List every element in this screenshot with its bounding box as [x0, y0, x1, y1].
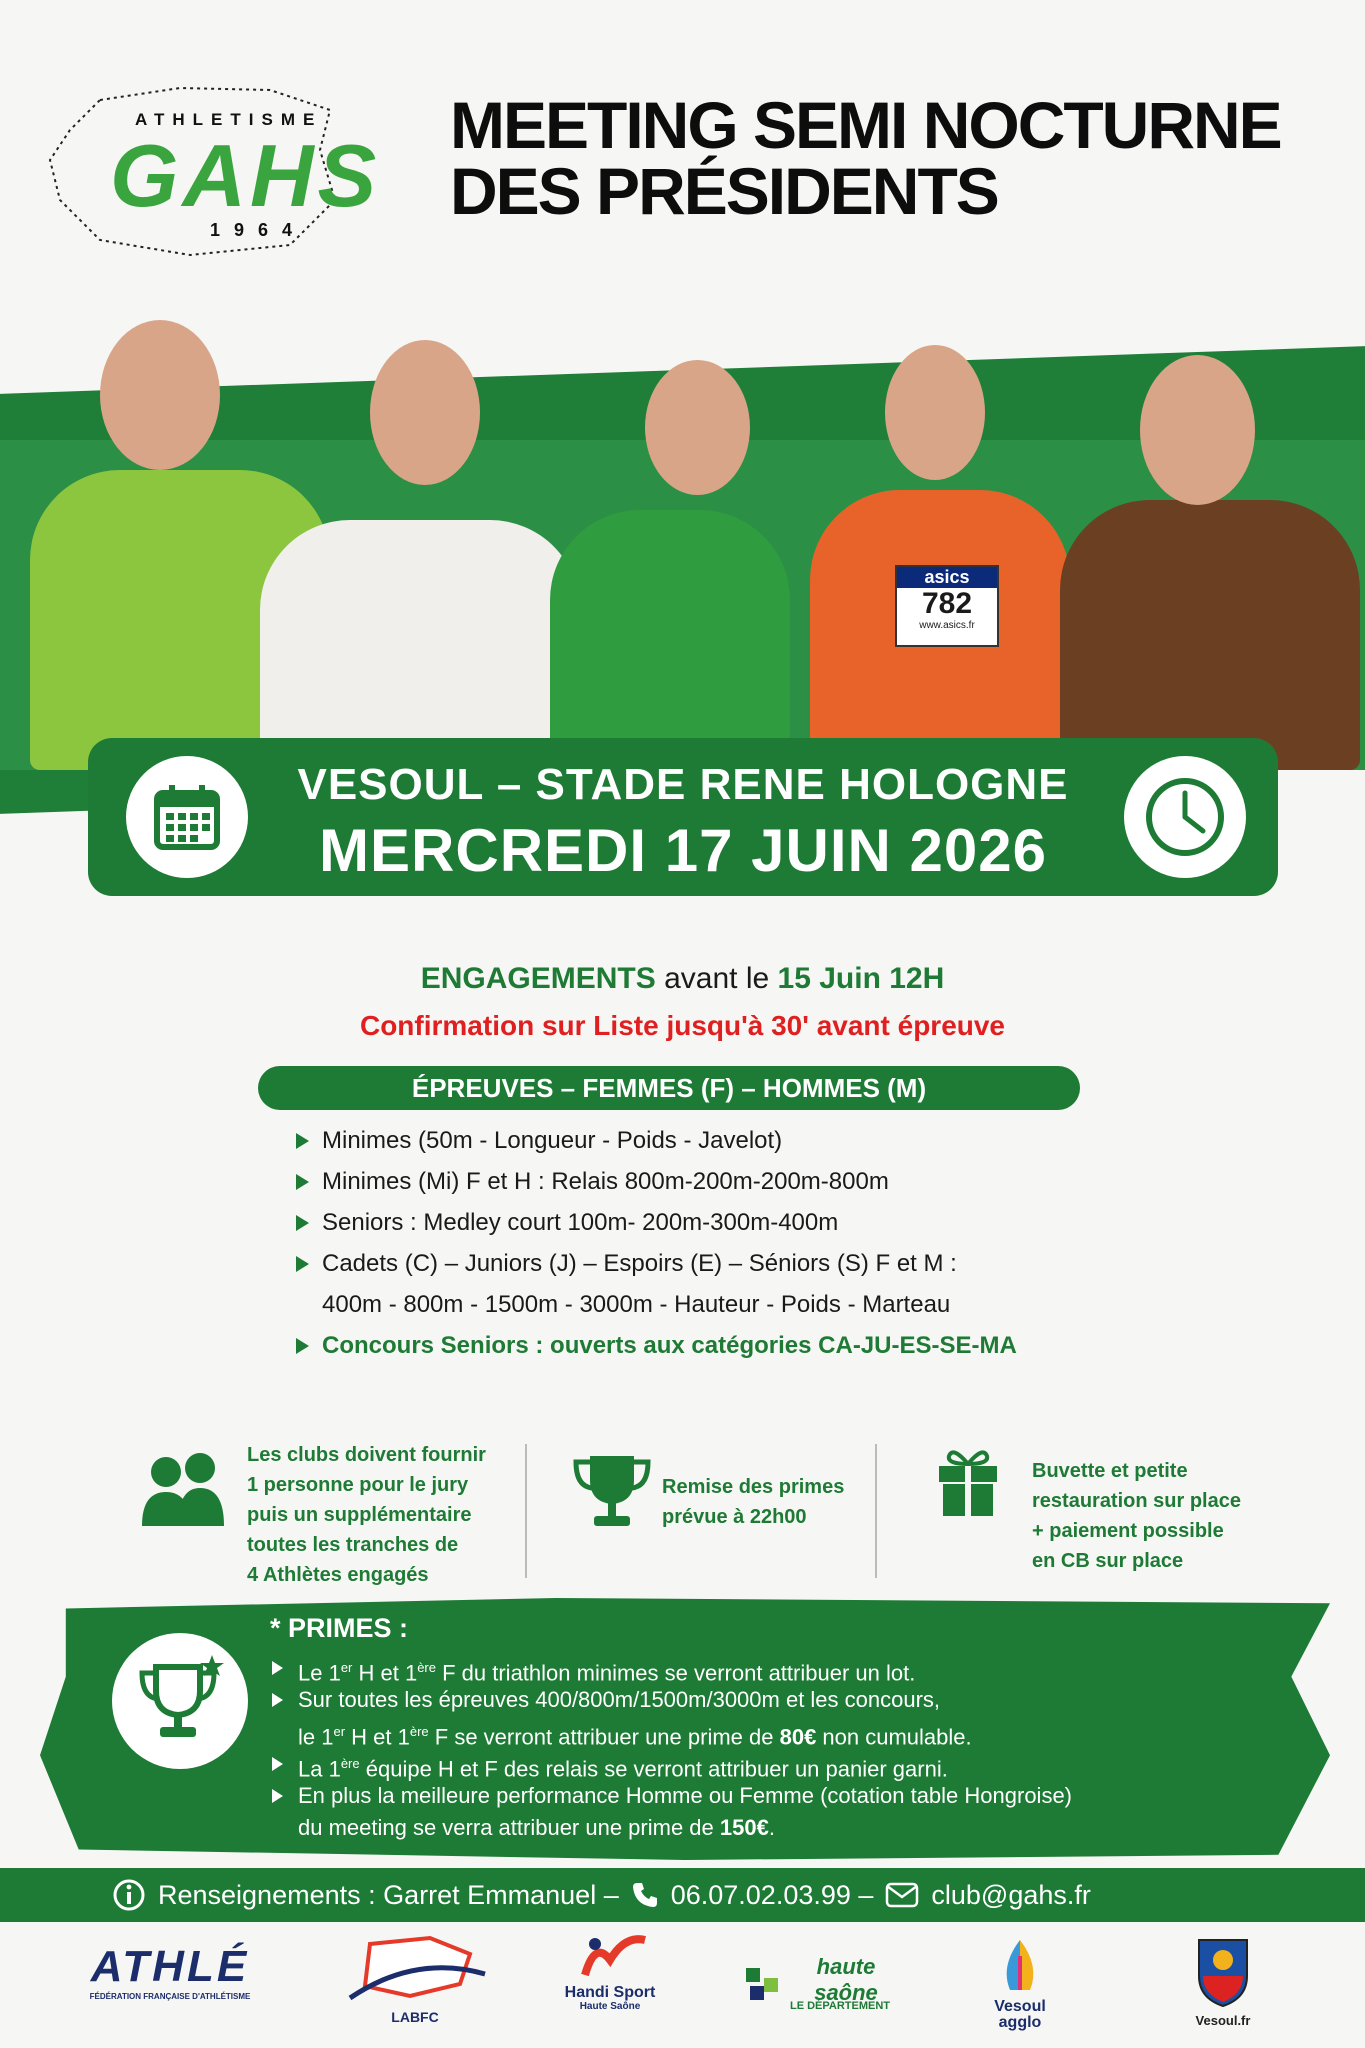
- prime-item: Le 1er H et 1ère F du triathlon minimes se verront attribuer un lot.: [270, 1652, 1260, 1684]
- epreuve-item-continuation: 400m - 800m - 1500m - 3000m - Hauteur - Poids - Marteau: [322, 1291, 951, 1318]
- vesoul-crest-icon: [1193, 1932, 1253, 2008]
- clock-circle: [1124, 756, 1246, 878]
- epreuves-list: [296, 1120, 1196, 1366]
- confirmation-note: Confirmation sur Liste jusqu'à 30' avant épreuve: [359, 1010, 1006, 1041]
- presidents-photo: [0, 300, 1365, 770]
- vesoul-agglo-logo: Vesoul agglo: [975, 1936, 1065, 2031]
- trophy-icon: [570, 1452, 654, 1532]
- trophy-circle: [112, 1633, 248, 1769]
- divider: [525, 1444, 527, 1578]
- bib-brand: asics: [897, 567, 997, 588]
- epreuve-item: Cadets (C) – Juniors (J) – Espoirs (E) – Séniors (S) F et M :: [296, 1243, 1196, 1284]
- labfc-map-icon: [340, 1934, 490, 2004]
- info-icon: [112, 1878, 146, 1912]
- info-row: [130, 1440, 1280, 1590]
- logo-gahs: GAHS: [110, 126, 381, 225]
- bullet-arrow-icon: [272, 1693, 283, 1707]
- trophy-star-icon: [132, 1653, 228, 1749]
- vesoul-logo: Vesoul.fr: [1178, 1932, 1268, 2028]
- prime-item: Sur toutes les épreuves 400/800m/1500m/3000m et les concours,: [270, 1684, 1260, 1716]
- logo-athletisme: ATHLETISME: [135, 110, 323, 129]
- contact-label: Renseignements : Garret Emmanuel –: [158, 1880, 619, 1910]
- engagements-line: [0, 962, 1365, 996]
- runner-bib: [895, 565, 999, 647]
- bib-number: 782: [921, 587, 973, 620]
- epreuves-heading: ÉPREUVES – FEMMES (F) – HOMMES (M): [258, 1066, 1080, 1110]
- person-3: [550, 510, 790, 770]
- bullet-arrow-icon: [296, 1256, 309, 1272]
- page-title: [450, 88, 1340, 228]
- primes-time-info: Remise des primes prévue à 22h00: [662, 1476, 845, 1528]
- handisport-logo: Handi Sport Haute Saône: [555, 1930, 665, 2012]
- epreuve-item-concours: Concours Seniors : ouverts aux catégories CA-JU-ES-SE-MA: [296, 1325, 1196, 1366]
- primes-title: * PRIMES :: [270, 1613, 409, 1643]
- bullet-arrow-icon: [296, 1338, 309, 1354]
- title-line-2: DES PRÉSIDENTS: [450, 154, 998, 228]
- vesoul-agglo-sail-icon: [990, 1936, 1050, 1994]
- person-3-head: [645, 360, 750, 495]
- contact-bar: [0, 1868, 1365, 1922]
- contact-email[interactable]: club@gahs.fr: [931, 1880, 1091, 1910]
- prime-item: La 1ère équipe H et F des relais se verront attribuer un panier garni.: [270, 1748, 1260, 1780]
- engagements-word: ENGAGEMENTS: [420, 962, 656, 995]
- buvette-info: Buvette et petite restauration sur place + paiement possible en CB sur place: [1032, 1460, 1241, 1572]
- email-icon: [885, 1882, 919, 1908]
- divider: [875, 1444, 877, 1578]
- person-1-head: [100, 320, 220, 470]
- phone-icon: [631, 1881, 659, 1909]
- bullet-arrow-icon: [296, 1174, 309, 1190]
- venue-date: MERCREDI 17 JUIN 2026: [319, 817, 1047, 884]
- gahs-logo: [40, 80, 420, 260]
- contact-phone[interactable]: 06.07.02.03.99 –: [670, 1880, 874, 1910]
- prime-amount-80: 80€: [779, 1724, 817, 1750]
- bib-url: www.asics.fr: [919, 620, 975, 631]
- person-5: [1060, 500, 1360, 770]
- sponsor-logos: ATHLÉ FÉDÉRATION FRANÇAISE D'ATHLÉTISME LABFC Handi Sport Haute Saône haute saône LE DÉPARTEMENT Vesoul agglo Vesoul.fr: [0, 1930, 1365, 2048]
- person-4-head: [885, 345, 985, 480]
- athle-logo: ATHLÉ FÉDÉRATION FRANÇAISE D'ATHLÉTISME: [89, 1942, 251, 2001]
- person-2-head: [370, 340, 480, 485]
- epreuve-item: Seniors : Medley court 100m- 200m-300m-400m: [296, 1202, 1196, 1243]
- bullet-arrow-icon: [296, 1133, 309, 1149]
- bullet-arrow-icon: [272, 1757, 283, 1771]
- gift-icon: [935, 1444, 1001, 1518]
- handisport-mark-icon: [565, 1930, 655, 1980]
- bullet-arrow-icon: [272, 1661, 283, 1675]
- epreuve-item: Minimes (50m - Longueur - Poids - Javelot): [296, 1120, 1196, 1161]
- prime-item-continuation: du meeting se verra attribuer une prime de 150€.: [298, 1815, 775, 1840]
- clock-icon: [1143, 775, 1227, 859]
- labfc-logo: LABFC: [340, 1934, 490, 2034]
- prime-item: En plus la meilleure performance Homme ou Femme (cotation table Hongroise): [270, 1780, 1260, 1812]
- jury-info: Les clubs doivent fournir 1 personne pour le jury puis un supplémentaire toutes les tranches de 4 Athlètes engagés: [247, 1444, 486, 1586]
- primes-list: [270, 1652, 1260, 1844]
- venue-location: VESOUL – STADE RENE HOLOGNE: [297, 760, 1069, 809]
- prime-amount-150: 150€: [719, 1815, 769, 1840]
- engagements-deadline: 15 Juin 12H: [777, 962, 945, 995]
- people-icon: [138, 1450, 228, 1530]
- epreuve-item: Minimes (Mi) F et H : Relais 800m-200m-200m-800m: [296, 1161, 1196, 1202]
- engagements-mid: avant le: [664, 962, 770, 995]
- title-line-1: MEETING SEMI NOCTURNE: [450, 88, 1281, 162]
- haute-saone-mark-icon: [742, 1964, 782, 2004]
- venue-banner: [88, 738, 1278, 896]
- logo-year: 1964: [210, 220, 307, 240]
- bullet-arrow-icon: [296, 1215, 309, 1231]
- person-5-head: [1140, 355, 1255, 505]
- prime-item-continuation: le 1er H et 1ère F se verront attribuer une prime de 80€ non cumulable.: [298, 1724, 972, 1750]
- bullet-arrow-icon: [272, 1789, 283, 1803]
- person-2: [260, 520, 580, 770]
